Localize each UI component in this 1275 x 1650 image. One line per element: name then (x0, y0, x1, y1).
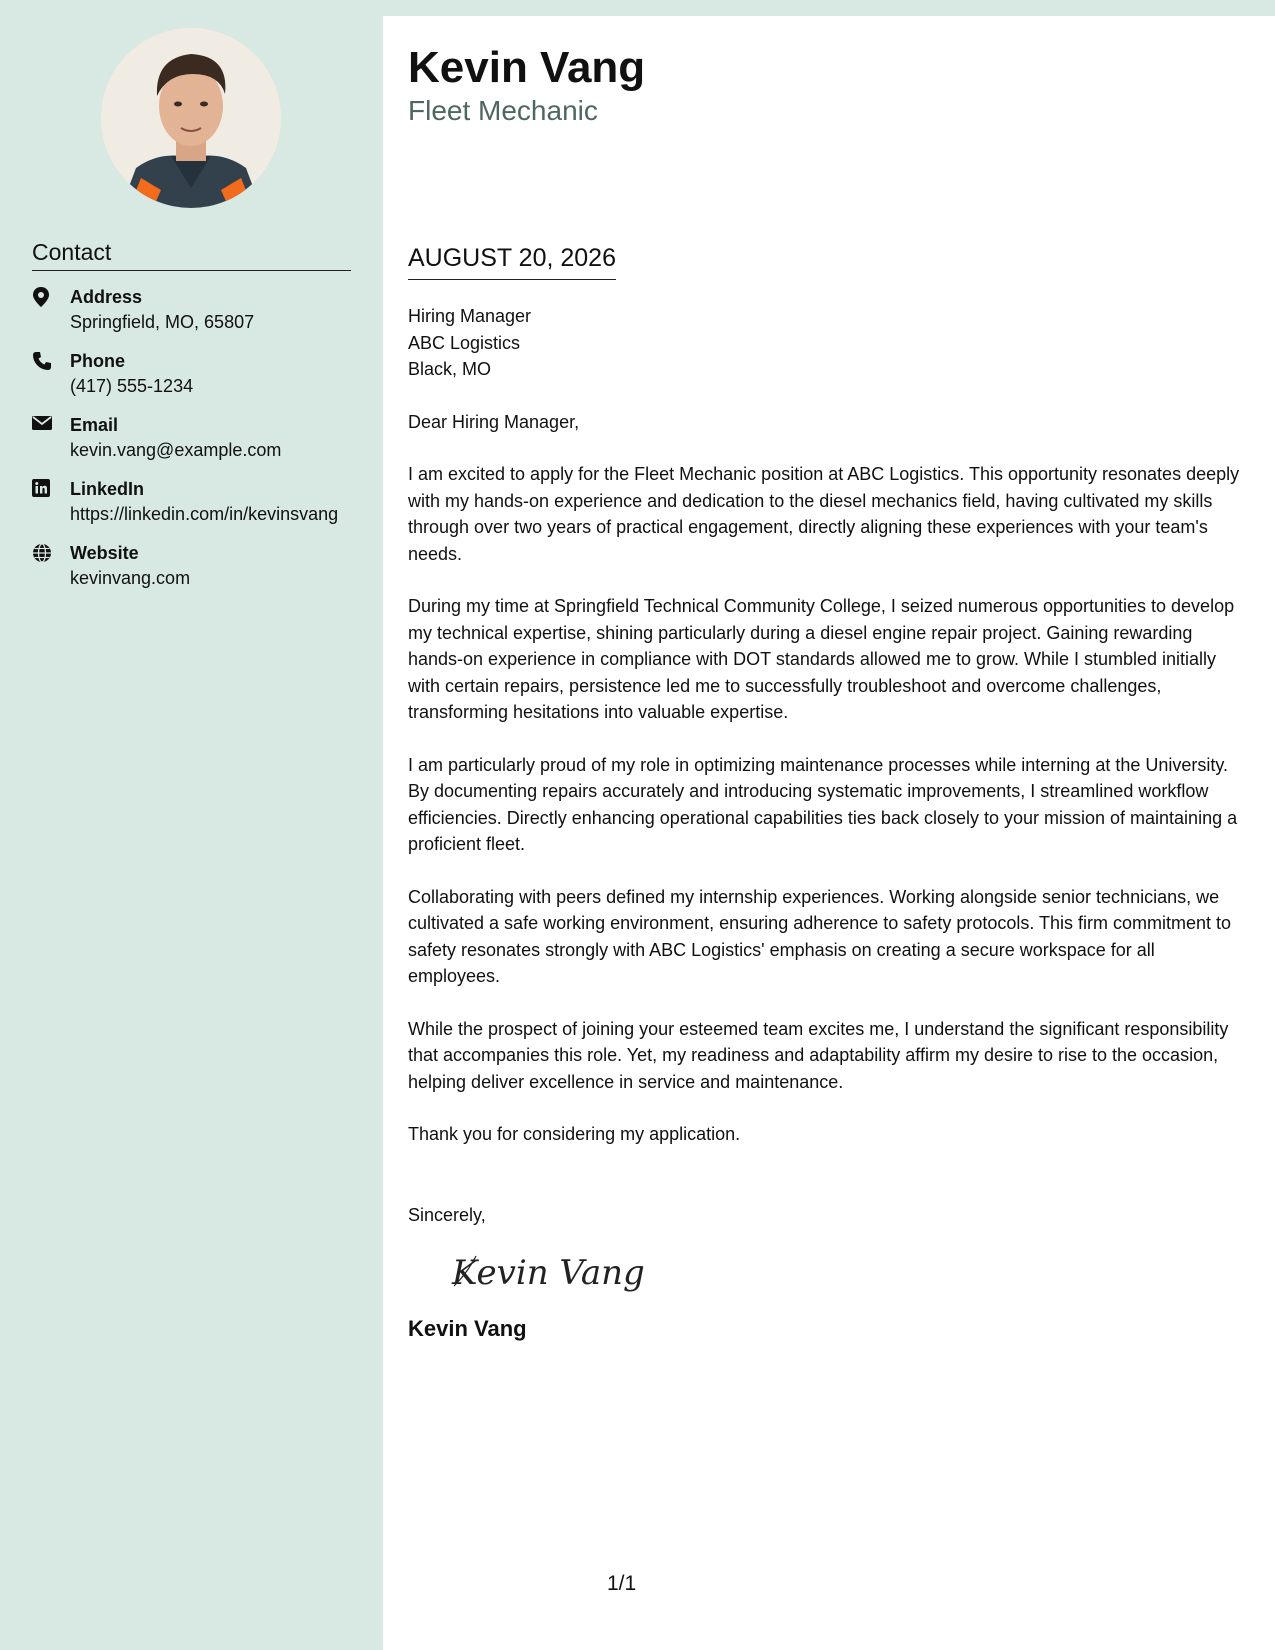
contact-label: Website (70, 543, 139, 563)
envelope-icon (32, 413, 70, 463)
job-title: Fleet Mechanic (408, 95, 598, 126)
contact-phone (32, 349, 352, 399)
paragraph: While the prospect of joining your esteemed team excites me, I understand the significant responsibility that accompanies this role. Yet, my readiness and adaptability affirm my desire to rise to the occasion, helping deliver excellence in service and maintenance. (408, 1018, 1229, 1092)
applicant-name: Kevin Vang (408, 43, 646, 92)
contact-label: Email (70, 415, 119, 435)
paragraph: Thank you for considering my application. (408, 1124, 741, 1144)
recipient-line: Hiring Manager (408, 306, 532, 326)
contact-label: Phone (70, 351, 126, 371)
sidebar (0, 0, 383, 1650)
contact-label: LinkedIn (70, 479, 145, 499)
letter-page (383, 16, 1275, 1650)
recipient-line: Black, MO (408, 359, 492, 379)
signature-text: Kevin Vang (452, 1253, 645, 1293)
website-link[interactable]: kevinvang.com (70, 568, 191, 588)
email-link[interactable]: kevin.vang@example.com (70, 440, 282, 460)
contact-value: Springfield, MO, 65807 (70, 312, 255, 332)
contact-address (32, 285, 352, 335)
linkedin-link[interactable]: https://linkedin.com/in/kevinsvang (70, 504, 339, 524)
salutation: Dear Hiring Manager, (408, 411, 580, 432)
contact-label: Address (70, 287, 143, 307)
phone-icon (32, 349, 70, 399)
signature (448, 1242, 668, 1302)
paragraph: Collaborating with peers defined my internship experiences. Working alongside senior technicians, we cultivated a safe working environment, ensuring adherence to safety protocols. This firm commitment to safety resonates strongly with ABC Logistics' emphasis on creating a secure workspace for all employees. (408, 886, 1232, 986)
paragraph: I am particularly proud of my role in optimizing maintenance processes while interning at the University. By documenting repairs accurately and introducing systematic improvements, I streamlined workflow efficiencies. Directly enhancing operational capabilities ties back closely to your mission of maintaining a proficient fleet. (408, 754, 1238, 854)
paragraph: During my time at Springfield Technical Community College, I seized numerous opportunities to develop my technical expertise, shining particularly during a diesel engine repair project. Gaining rewarding hands-on experience in compliance with DOT standards allowed me to grow. While I stumbled initially with certain repairs, persistence led me to successfully troubleshoot and overcome challenges, transforming hesitations into valuable expertise. (408, 596, 1235, 722)
contact-heading: Contact (32, 239, 351, 271)
map-pin-icon (32, 285, 70, 335)
contact-email (32, 413, 352, 463)
profile-photo (101, 28, 281, 208)
signer-name: Kevin Vang (408, 1316, 527, 1341)
contact-linkedin (32, 477, 352, 527)
recipient-block (408, 303, 1243, 383)
recipient-line: ABC Logistics (408, 332, 521, 353)
closing: Sincerely, (408, 1204, 486, 1225)
globe-icon (32, 541, 70, 591)
page-number: 1/1 (607, 1572, 637, 1595)
contact-value: (417) 555-1234 (70, 376, 194, 396)
letter-body (408, 303, 1243, 1343)
letter-date: AUGUST 20, 2026 (408, 243, 616, 280)
avatar (101, 28, 281, 208)
paragraph: I am excited to apply for the Fleet Mechanic position at ABC Logistics. This opportunity resonates deeply with my hands-on experience and dedication to the diesel mechanics field, having cultivated my skills through over two years of practical engagement, directly aligning these experiences with your team's needs. (408, 464, 1240, 564)
contact-list (32, 285, 352, 605)
contact-website (32, 541, 352, 591)
linkedin-icon (32, 477, 70, 527)
